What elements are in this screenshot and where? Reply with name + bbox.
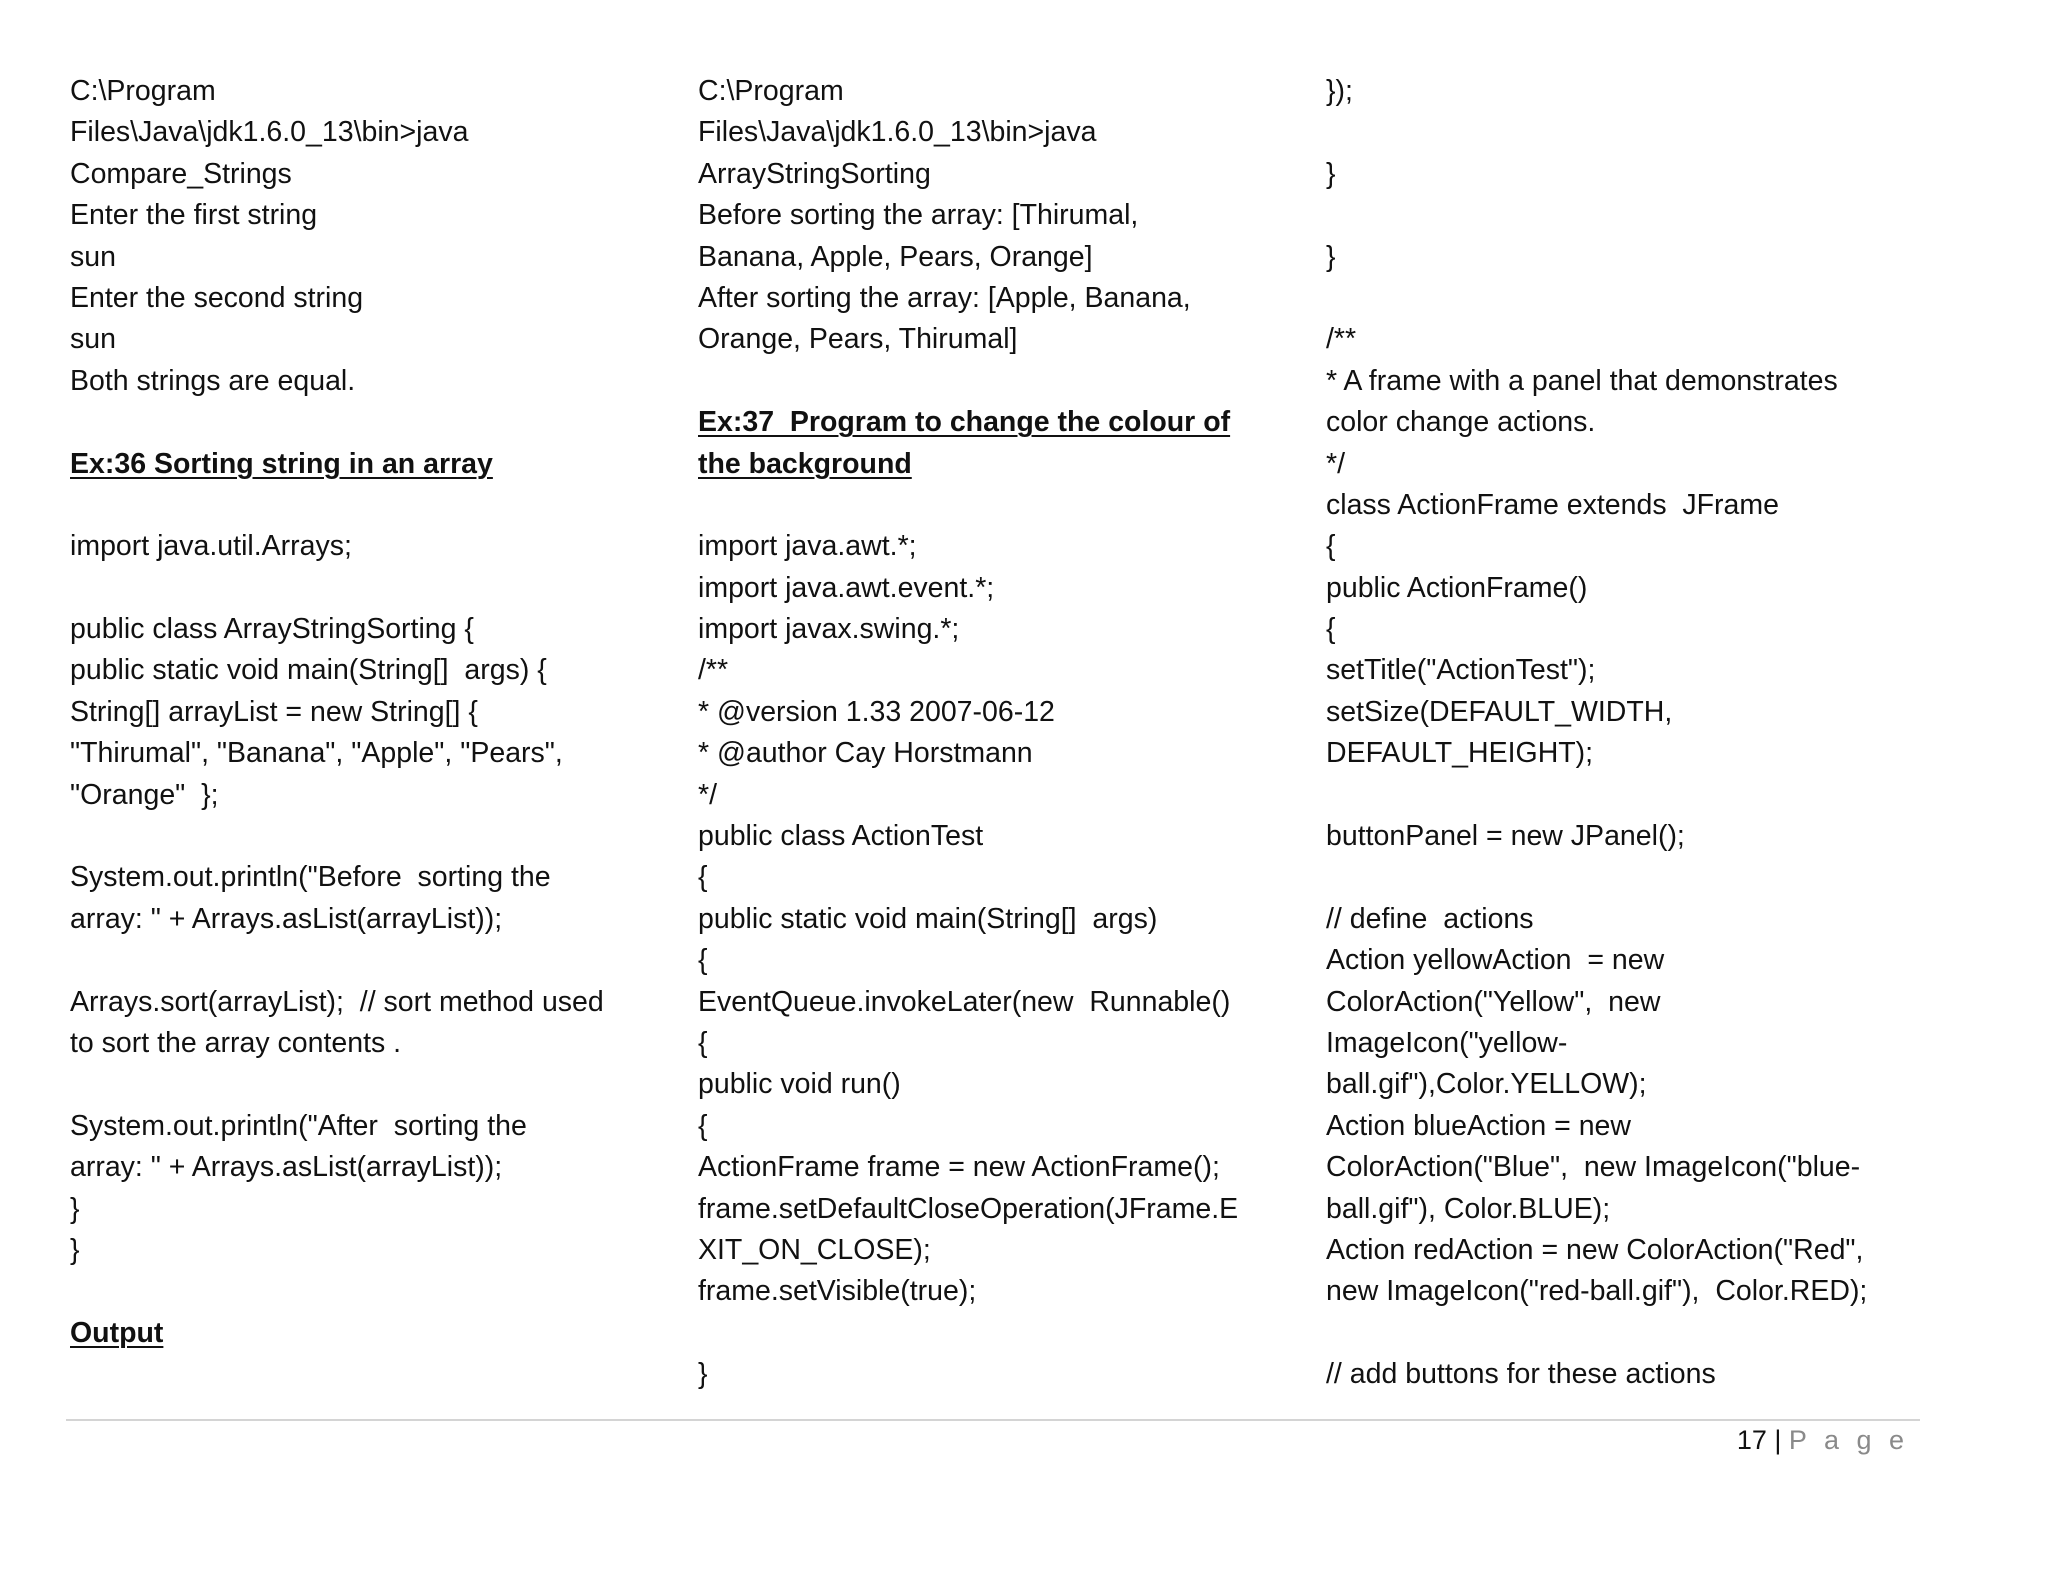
blank-line [70, 1064, 670, 1105]
blank-line [1326, 1313, 1946, 1354]
text-line: public static void main(String[] args) [698, 902, 1158, 935]
text-line: /** [698, 654, 729, 687]
text-line: // define actions [1326, 902, 1534, 935]
text-line: ball.gif"),Color.YELLOW); [1326, 1068, 1647, 1101]
blank-line [698, 1313, 1298, 1354]
text-line: setSize(DEFAULT_WIDTH, [1326, 695, 1673, 728]
text-line: public class ArrayStringSorting { [70, 613, 474, 646]
page-footer [1737, 1422, 1909, 1458]
text-line: { [698, 944, 708, 977]
text-line: // add buttons for these actions [1326, 1358, 1716, 1391]
blank-line [70, 568, 670, 609]
blank-line [70, 940, 670, 981]
text-line: public static void main(String[] args) { [70, 654, 547, 687]
text-line: Action blueAction = new [1326, 1109, 1631, 1142]
text-line: XIT_ON_CLOSE); [698, 1233, 931, 1266]
text-line: } [70, 1192, 80, 1225]
page-number: 17 [1736, 1425, 1767, 1455]
text-line: "Orange" }; [70, 778, 219, 811]
text-line: }); [1326, 75, 1353, 107]
text-line: import javax.swing.*; [698, 613, 960, 646]
text-line: DEFAULT_HEIGHT); [1326, 737, 1594, 770]
text-line: public void run() [698, 1068, 901, 1101]
blank-line [70, 816, 670, 857]
text-line: import java.util.Arrays; [70, 530, 352, 563]
blank-line [70, 402, 670, 443]
text-line: C:\Program [70, 75, 216, 107]
text-line: public class ActionTest [698, 820, 984, 853]
text-line: * @author Cay Horstmann [698, 737, 1033, 770]
text-line: ColorAction("Yellow", new [1326, 985, 1661, 1018]
column-3 [1326, 71, 1946, 1396]
text-line: { [698, 1109, 708, 1142]
text-line: Both strings are equal. [70, 364, 356, 397]
text-line: } [1326, 240, 1336, 273]
text-line: System.out.println("Before sorting the [70, 861, 551, 894]
text-line: Action redAction = new ColorAction("Red", [1326, 1233, 1864, 1266]
text-line: */ [698, 778, 718, 811]
text-line: Files\Java\jdk1.6.0_13\bin>java [70, 116, 469, 149]
text-line: ActionFrame frame = new ActionFrame(); [698, 1151, 1220, 1184]
section-heading: Output [70, 1316, 164, 1349]
text-line: import java.awt.*; [698, 530, 917, 563]
text-line: setTitle("ActionTest"); [1326, 654, 1596, 687]
text-line: color change actions. [1326, 406, 1596, 439]
text-line: class ActionFrame extends JFrame [1326, 488, 1779, 521]
text-line: public ActionFrame() [1326, 571, 1588, 604]
text-line: sun [70, 240, 116, 273]
text-line: Enter the first string [70, 199, 318, 232]
text-line: { [1326, 613, 1336, 646]
text-line: Files\Java\jdk1.6.0_13\bin>java [698, 116, 1097, 149]
text-line: sun [70, 323, 116, 356]
blank-line [1326, 857, 1946, 898]
text-line: frame.setDefaultCloseOperation(JFrame.E [698, 1192, 1239, 1225]
text-line: frame.setVisible(true); [698, 1275, 977, 1308]
text-line: Before sorting the array: [Thirumal, [698, 199, 1139, 232]
text-line: buttonPanel = new JPanel(); [1326, 820, 1685, 853]
text-line: new ImageIcon("red-ball.gif"), Color.RED); [1326, 1275, 1868, 1308]
text-line: ColorAction("Blue", new ImageIcon("blue- [1326, 1151, 1861, 1184]
text-line: } [70, 1233, 80, 1266]
footer-divider [66, 1419, 1920, 1421]
page-label: P a g e [1788, 1425, 1909, 1455]
text-line: Banana, Apple, Pears, Orange] [698, 240, 1093, 273]
text-line: EventQueue.invokeLater(new Runnable() [698, 985, 1231, 1018]
text-line: { [698, 1026, 708, 1059]
blank-line [1326, 775, 1946, 816]
column-2 [698, 71, 1298, 1396]
text-line: * A frame with a panel that demonstrates [1326, 364, 1838, 397]
text-line: array: " + Arrays.asList(arrayList)); [70, 1151, 503, 1184]
text-line: After sorting the array: [Apple, Banana, [698, 281, 1191, 314]
text-line: "Thirumal", "Banana", "Apple", "Pears", [70, 737, 563, 770]
text-line: to sort the array contents . [70, 1026, 402, 1059]
blank-line [1326, 112, 1946, 153]
text-line: System.out.println("After sorting the [70, 1109, 527, 1142]
blank-line [698, 485, 1298, 526]
section-heading: Ex:37 Program to change the colour of [698, 406, 1231, 439]
text-line: */ [1326, 447, 1346, 480]
text-line: ball.gif"), Color.BLUE); [1326, 1192, 1611, 1225]
column-1 [70, 71, 670, 1354]
text-line: Action yellowAction = new [1326, 944, 1665, 977]
text-line: String[] arrayList = new String[] { [70, 695, 478, 728]
text-line: * @version 1.33 2007-06-12 [698, 695, 1055, 728]
blank-line [70, 485, 670, 526]
blank-line [70, 1271, 670, 1312]
text-line: Arrays.sort(arrayList); // sort method used [70, 985, 604, 1018]
text-line: array: " + Arrays.asList(arrayList)); [70, 902, 503, 935]
text-line: /** [1326, 323, 1357, 356]
section-heading: Ex:36 Sorting string in an array [70, 447, 493, 480]
section-heading: the background [698, 447, 912, 480]
text-line: C:\Program [698, 75, 844, 107]
text-line: } [1326, 157, 1336, 190]
text-line: } [698, 1358, 708, 1391]
text-line: { [1326, 530, 1336, 563]
blank-line [1326, 278, 1946, 319]
blank-line [698, 361, 1298, 402]
text-line: ArrayStringSorting [698, 157, 931, 190]
text-line: Enter the second string [70, 281, 364, 314]
text-line: ImageIcon("yellow- [1326, 1026, 1568, 1059]
text-line: Orange, Pears, Thirumal] [698, 323, 1018, 356]
text-line: { [698, 861, 708, 894]
text-line: Compare_Strings [70, 157, 292, 190]
blank-line [1326, 195, 1946, 236]
text-line: import java.awt.event.*; [698, 571, 995, 604]
page-separator: | [1774, 1425, 1782, 1455]
